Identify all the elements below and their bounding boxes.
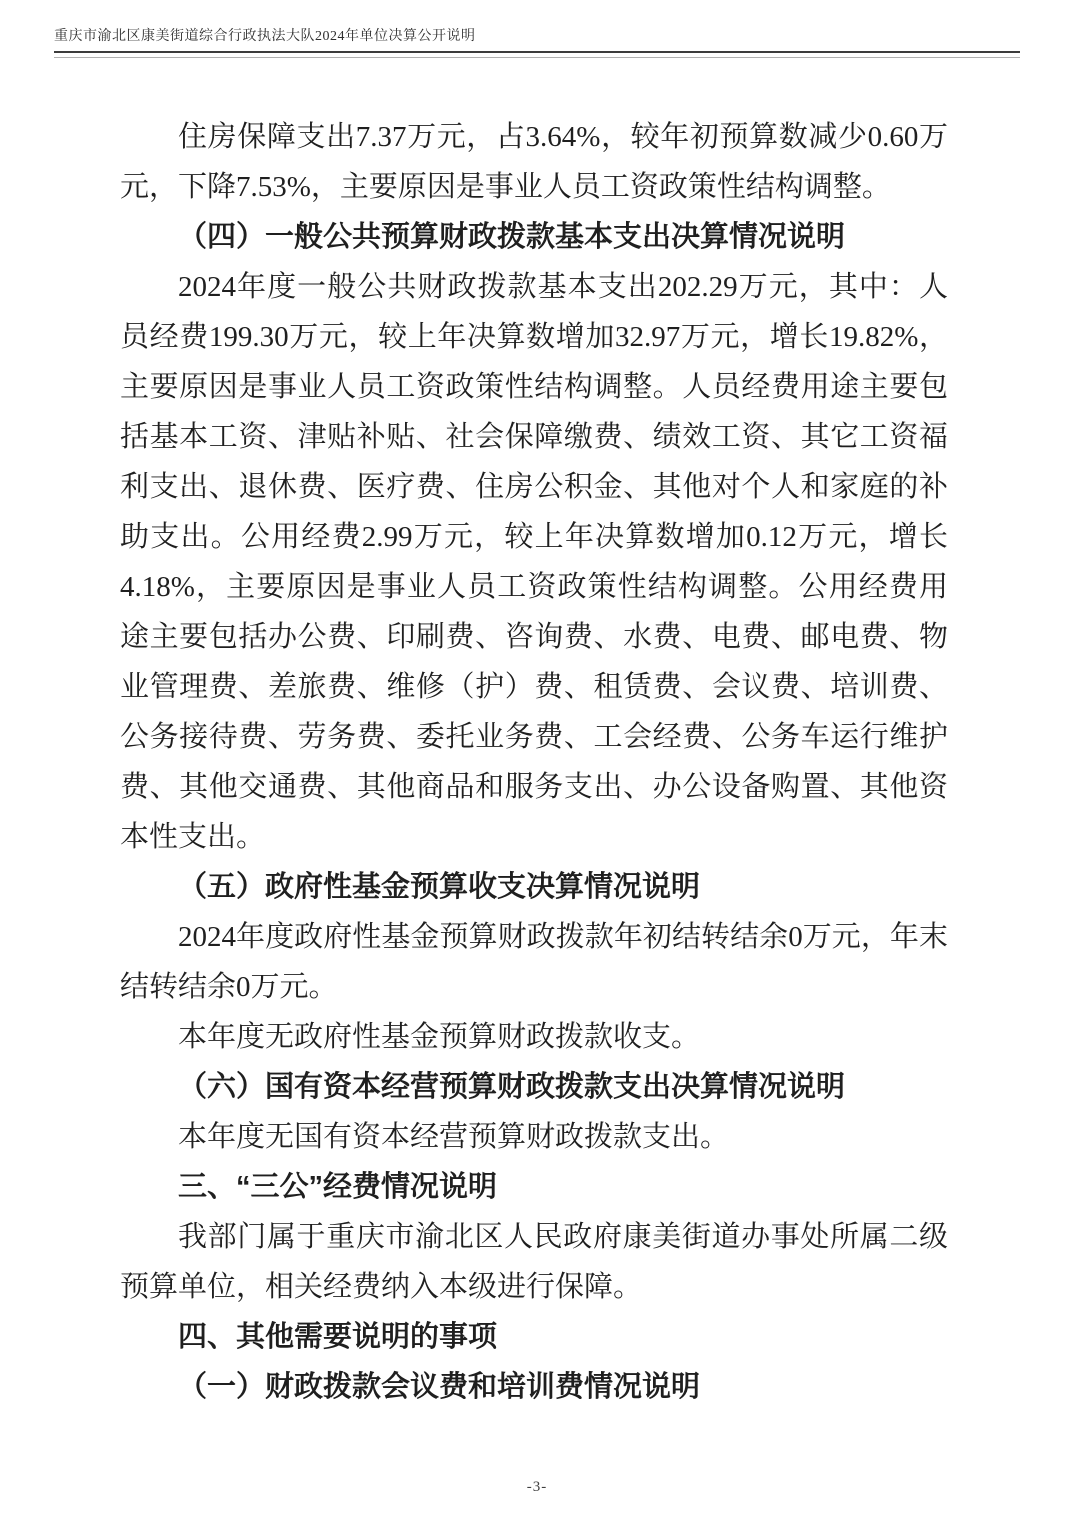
section-heading: （一）财政拨款会议费和培训费情况说明 [178, 1371, 701, 1403]
body-paragraph: 本年度无政府性基金预算财政拨款收支。 [178, 1021, 701, 1053]
header-rule [54, 51, 1020, 58]
body-paragraph: 住房保障支出7.37万元，占3.64%，较年初预算数减少0.60万元，下降7.53%，主要原因是事业人员工资政策性结构调整。 [120, 121, 948, 203]
section-heading: （四）一般公共预算财政拨款基本支出决算情况说明 [178, 221, 846, 253]
body-paragraph: 2024年度政府性基金预算财政拨款年初结转结余0万元，年末结转结余0万元。 [120, 921, 948, 1003]
body-paragraph: 本年度无国有资本经营预算财政拨款支出。 [178, 1121, 730, 1153]
document-body [120, 112, 948, 1412]
section-heading: 四、其他需要说明的事项 [178, 1321, 498, 1353]
header-title: 重庆市渝北区康美街道综合行政执法大队2024年单位决算公开说明 [54, 29, 476, 44]
page-number: -3- [526, 1479, 548, 1495]
body-paragraph: 2024年度一般公共财政拨款基本支出202.29万元，其中：人员经费199.30万元，较上年决算数增加32.97万元，增长19.82%，主要原因是事业人员工资政策性结构调整。人员经费用途主要包括基本工资、津贴补贴、社会保障缴费、绩效工资、其它工资福利支出、退休费、医疗费、住房公积金、其他对个人和家庭的补助支出。公用经费2.99万元，较上年决算数增加0.12万元，增长4.18%，主要原因是事业人员工资政策性结构调整。公用经费用途主要包括办公费、印刷费、咨询费、水费、电费、邮电费、物业管理费、差旅费、维修（护）费、租赁费、会议费、培训费、公务接待费、劳务费、委托业务费、工会经费、公务车运行维护费、其他交通费、其他商品和服务支出、办公设备购置、其他资本性支出。 [120, 271, 948, 853]
page-header [54, 28, 1020, 58]
section-heading: （五）政府性基金预算收支决算情况说明 [178, 871, 701, 903]
section-heading: 三、“三公”经费情况说明 [178, 1171, 498, 1203]
section-heading: （六）国有资本经营预算财政拨款支出决算情况说明 [178, 1071, 846, 1103]
page-footer [0, 1478, 1074, 1496]
body-paragraph: 我部门属于重庆市渝北区人民政府康美街道办事处所属二级预算单位，相关经费纳入本级进行保障。 [120, 1221, 948, 1303]
